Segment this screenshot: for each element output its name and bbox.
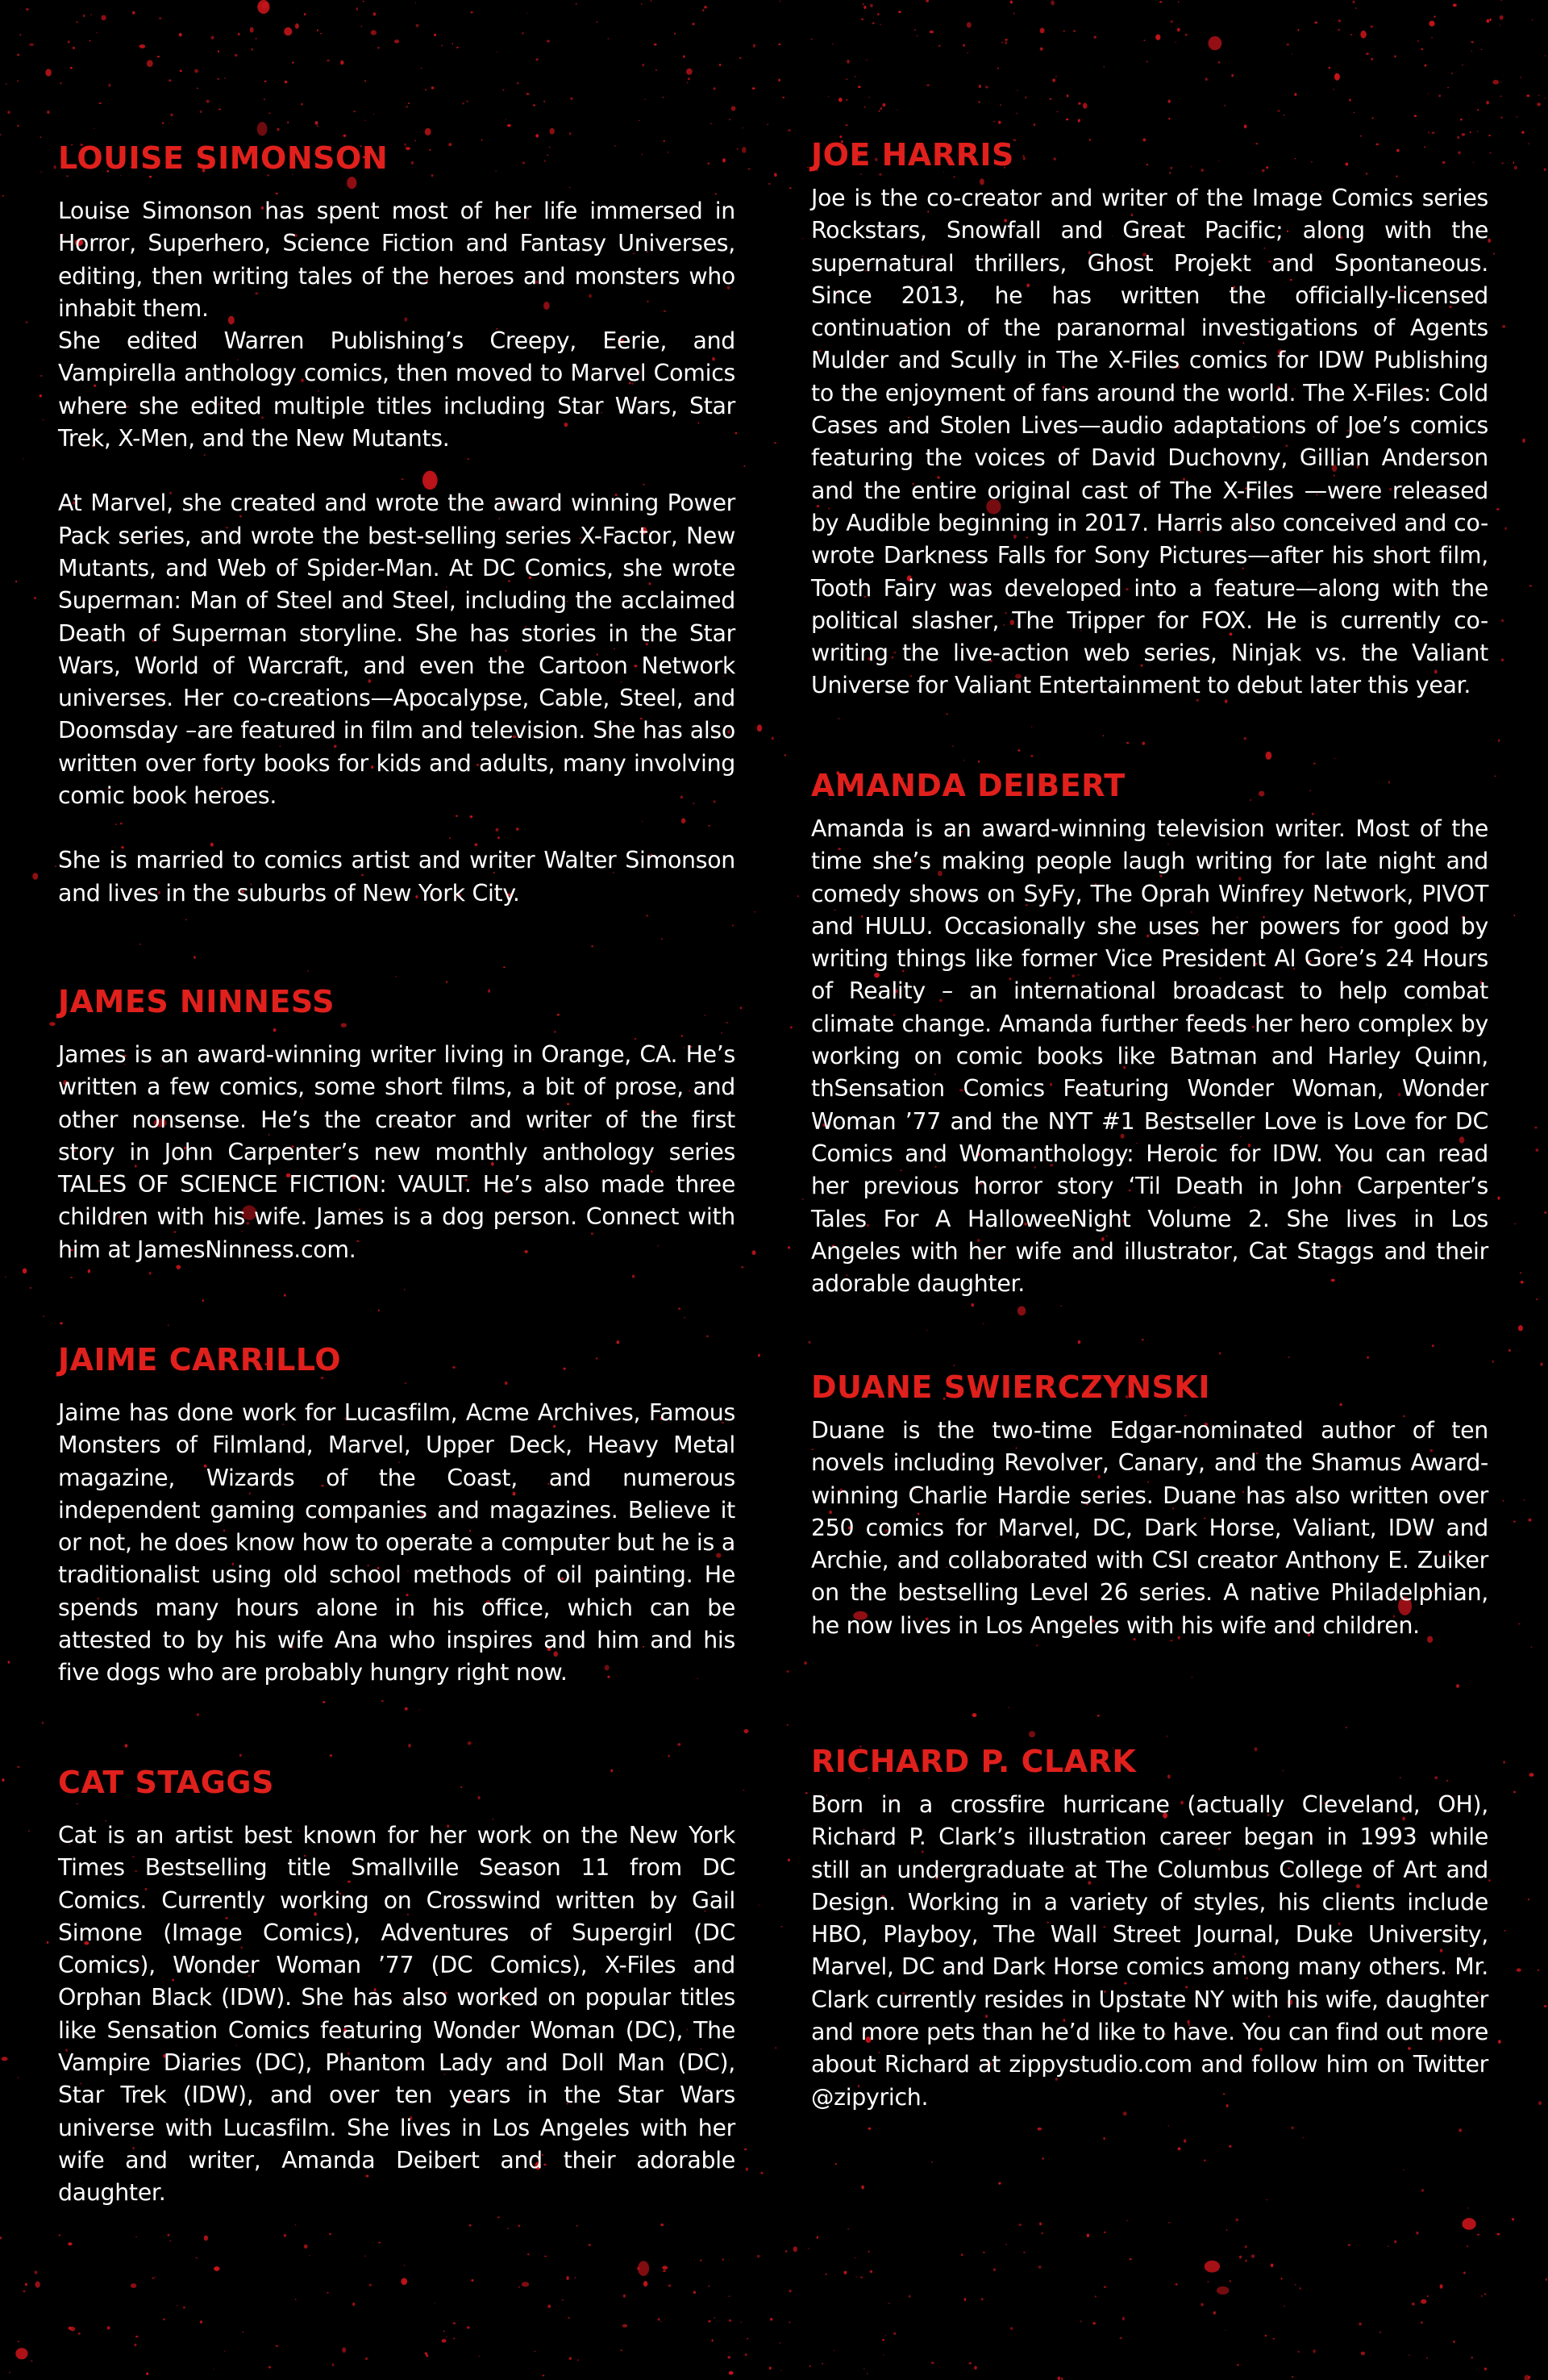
bio-paragraph: Louise Simonson has spent most of her life immersed in Horror, Superhero, Science Fiction and Fantasy Universes, editing, then writing tales of the heroes and monsters who inhabit them. xyxy=(58,198,735,322)
bio-paragraph: James is an award-winning writer living in Orange, CA. He’s written a few comics, some short films, a bit of prose, and other nonsense. He’s the creator and writer of the first story in John Carpenter’s new monthly anthology series TALES OF SCIENCE FICTION: VAULT. He’s also made three children with his wife. James is a dog person. Connect with him at JamesNinness.com. xyxy=(58,1041,735,1263)
bio-richard-p-clark xyxy=(811,1742,1488,2114)
bio-heading: JAIME CARRILLO xyxy=(58,1342,342,1378)
bio-paragraph: Amanda is an award-winning television writer. Most of the time she’s making people laugh writing for late night and comedy shows on SyFy, The Oprah Winfrey Network, PIVOT and HULU. Occasionally she uses her powers for good by writing things like former Vice President Al Gore’s 24 Hours of Reality – an international broadcast to help combat climate change. Amanda further feeds her hero complex by working on comic books like Batman and Harley Quinn, thSensation Comics Featuring Wonder Woman, Wonder Woman ’77 and the NYT #1 Bestseller Love is Love for DC Comics and Womanthology: Heroic for IDW. You can read her previous horror story ‘Til Death in John Carpenter’s Tales For A HalloweeNight Volume 2. She lives in Los Angeles with her wife and illustrator, Cat Staggs and their adorable daughter. xyxy=(811,815,1488,1298)
bio-jaime-carrillo xyxy=(58,1340,735,1690)
bio-paragraph: At Marvel, she created and wrote the award winning Power Pack series, and wrote the best-selling series X-Factor, New Mutants, and Web of Spider-Man. At DC Comics, she wrote Superman: Man of Steel and Steel, including the acclaimed Death of Superman storyline. She has stories in the Star Wars, World of Warcraft, and even the Cartoon Network universes. Her co-creations—Apocalypse, Cable, Steel, and Doomsday –are featured in film and television. She has also written over forty books for kids and adults, many involving comic book heroes. xyxy=(58,490,735,810)
bio-heading: CAT STAGGS xyxy=(58,1765,274,1800)
bio-heading: RICHARD P. CLARK xyxy=(811,1744,1137,1779)
bio-heading: JAMES NINNESS xyxy=(58,984,335,1019)
bio-paragraph: Joe is the co-creator and writer of the Image Comics series Rockstars, Snowfall and Great Pacific; along with the supernatural thrillers, Ghost Projekt and Spontaneous. Since 2013, he has written the officially-licensed continuation of the paranormal investigations of Agents Mulder and Scully in The X-Files comics for IDW Publishing to the enjoyment of fans around the world. The X-Files: Cold Cases and Stolen Lives—audio adaptations of Joe’s comics featuring the voices of David Duchovny, Gillian Anderson and the entire original cast of The X-Files —were released by Audible beginning in 2017. Harris also conceived and co-wrote Darkness Falls for Sony Pictures—after his short film, Tooth Fairy was developed into a feature—along with the political slasher, The Tripper for FOX. He is currently co-writing the live-action web series, Ninjak vs. the Valiant Universe for Valiant Entertainment to debut later this year. xyxy=(811,185,1488,699)
bio-joe-harris xyxy=(811,135,1488,702)
bio-duane-swierczynski xyxy=(811,1368,1488,1642)
bio-paragraph: Jaime has done work for Lucasfilm, Acme Archives, Famous Monsters of Filmland, Marvel, Upper Deck, Heavy Metal magazine, Wizards of the Coast, and numerous independent gaming companies and magazines. Believe it or not, he does know how to operate a computer but he is a traditionalist using old school methods of oil painting. He spends many hours alone in his office, which can be attested to by his wife Ana who inspires and him and his five dogs who are probably hungry right now. xyxy=(58,1399,735,1686)
bio-james-ninness xyxy=(58,982,735,1266)
bio-amanda-deibert xyxy=(811,766,1488,1300)
bio-paragraph: She is married to comics artist and writer Walter Simonson and lives in the suburbs of New York City. xyxy=(58,847,735,907)
bio-heading: LOUISE SIMONSON xyxy=(58,140,389,176)
bio-heading: DUANE SWIERCZYNSKI xyxy=(811,1369,1210,1405)
bio-louise-simonson xyxy=(58,139,735,910)
bio-heading: AMANDA DEIBERT xyxy=(811,768,1126,803)
bio-paragraph: Born in a crossfire hurricane (actually Cleveland, OH), Richard P. Clark’s illustration career began in 1993 while still an undergraduate at The Columbus College of Art and Design. Working in a variety of styles, his clients include HBO, Playboy, The Wall Street Journal, Duke University, Marvel, DC and Dark Horse comics among many others. Mr. Clark currently resides in Upstate NY with his wife, daughter and more pets than he’d like to have. You can find out more about Richard at zippystudio.com and follow him on Twitter @zipyrich. xyxy=(811,1791,1488,2111)
bio-paragraph: She edited Warren Publishing’s Creepy, Eerie, and Vampirella anthology comics, then moved to Marvel Comics where she edited multiple titles including Star Wars, Star Trek, X-Men, and the New Mutants. xyxy=(58,327,735,452)
bio-paragraph: Duane is the two-time Edgar-nominated author of ten novels including Revolver, Canary, and the Shamus Award- winning Charlie Hardie series. Duane has also written over 250 comics for Marvel, DC, Dark Horse, Valiant, IDW and Archie, and collaborated with CSI creator Anthony E. Zuiker on the bestselling Level 26 series. A native Philadelphian, he now lives in Los Angeles with his wife and children. xyxy=(811,1417,1488,1639)
bio-paragraph: Cat is an artist best known for her work on the New York Times Bestselling title Smallville Season 11 from DC Comics. Currently working on Crosswind written by Gail Simone (Image Comics), Adventures of Supergirl (DC Comics), Wonder Woman ’77 (DC Comics), X-Files and Orphan Black (IDW). She has also worked on popular titles like Sensation Comics featuring Wonder Woman (DC), The Vampire Diaries (DC), Phantom Lady and Doll Man (DC), Star Trek (IDW), and over ten years in the Star Wars universe with Lucasfilm. She lives in Los Angeles with her wife and writer, Amanda Deibert and their adorable daughter. xyxy=(58,1822,735,2207)
bio-heading: JOE HARRIS xyxy=(811,137,1014,173)
bio-cat-staggs xyxy=(58,1763,735,2210)
